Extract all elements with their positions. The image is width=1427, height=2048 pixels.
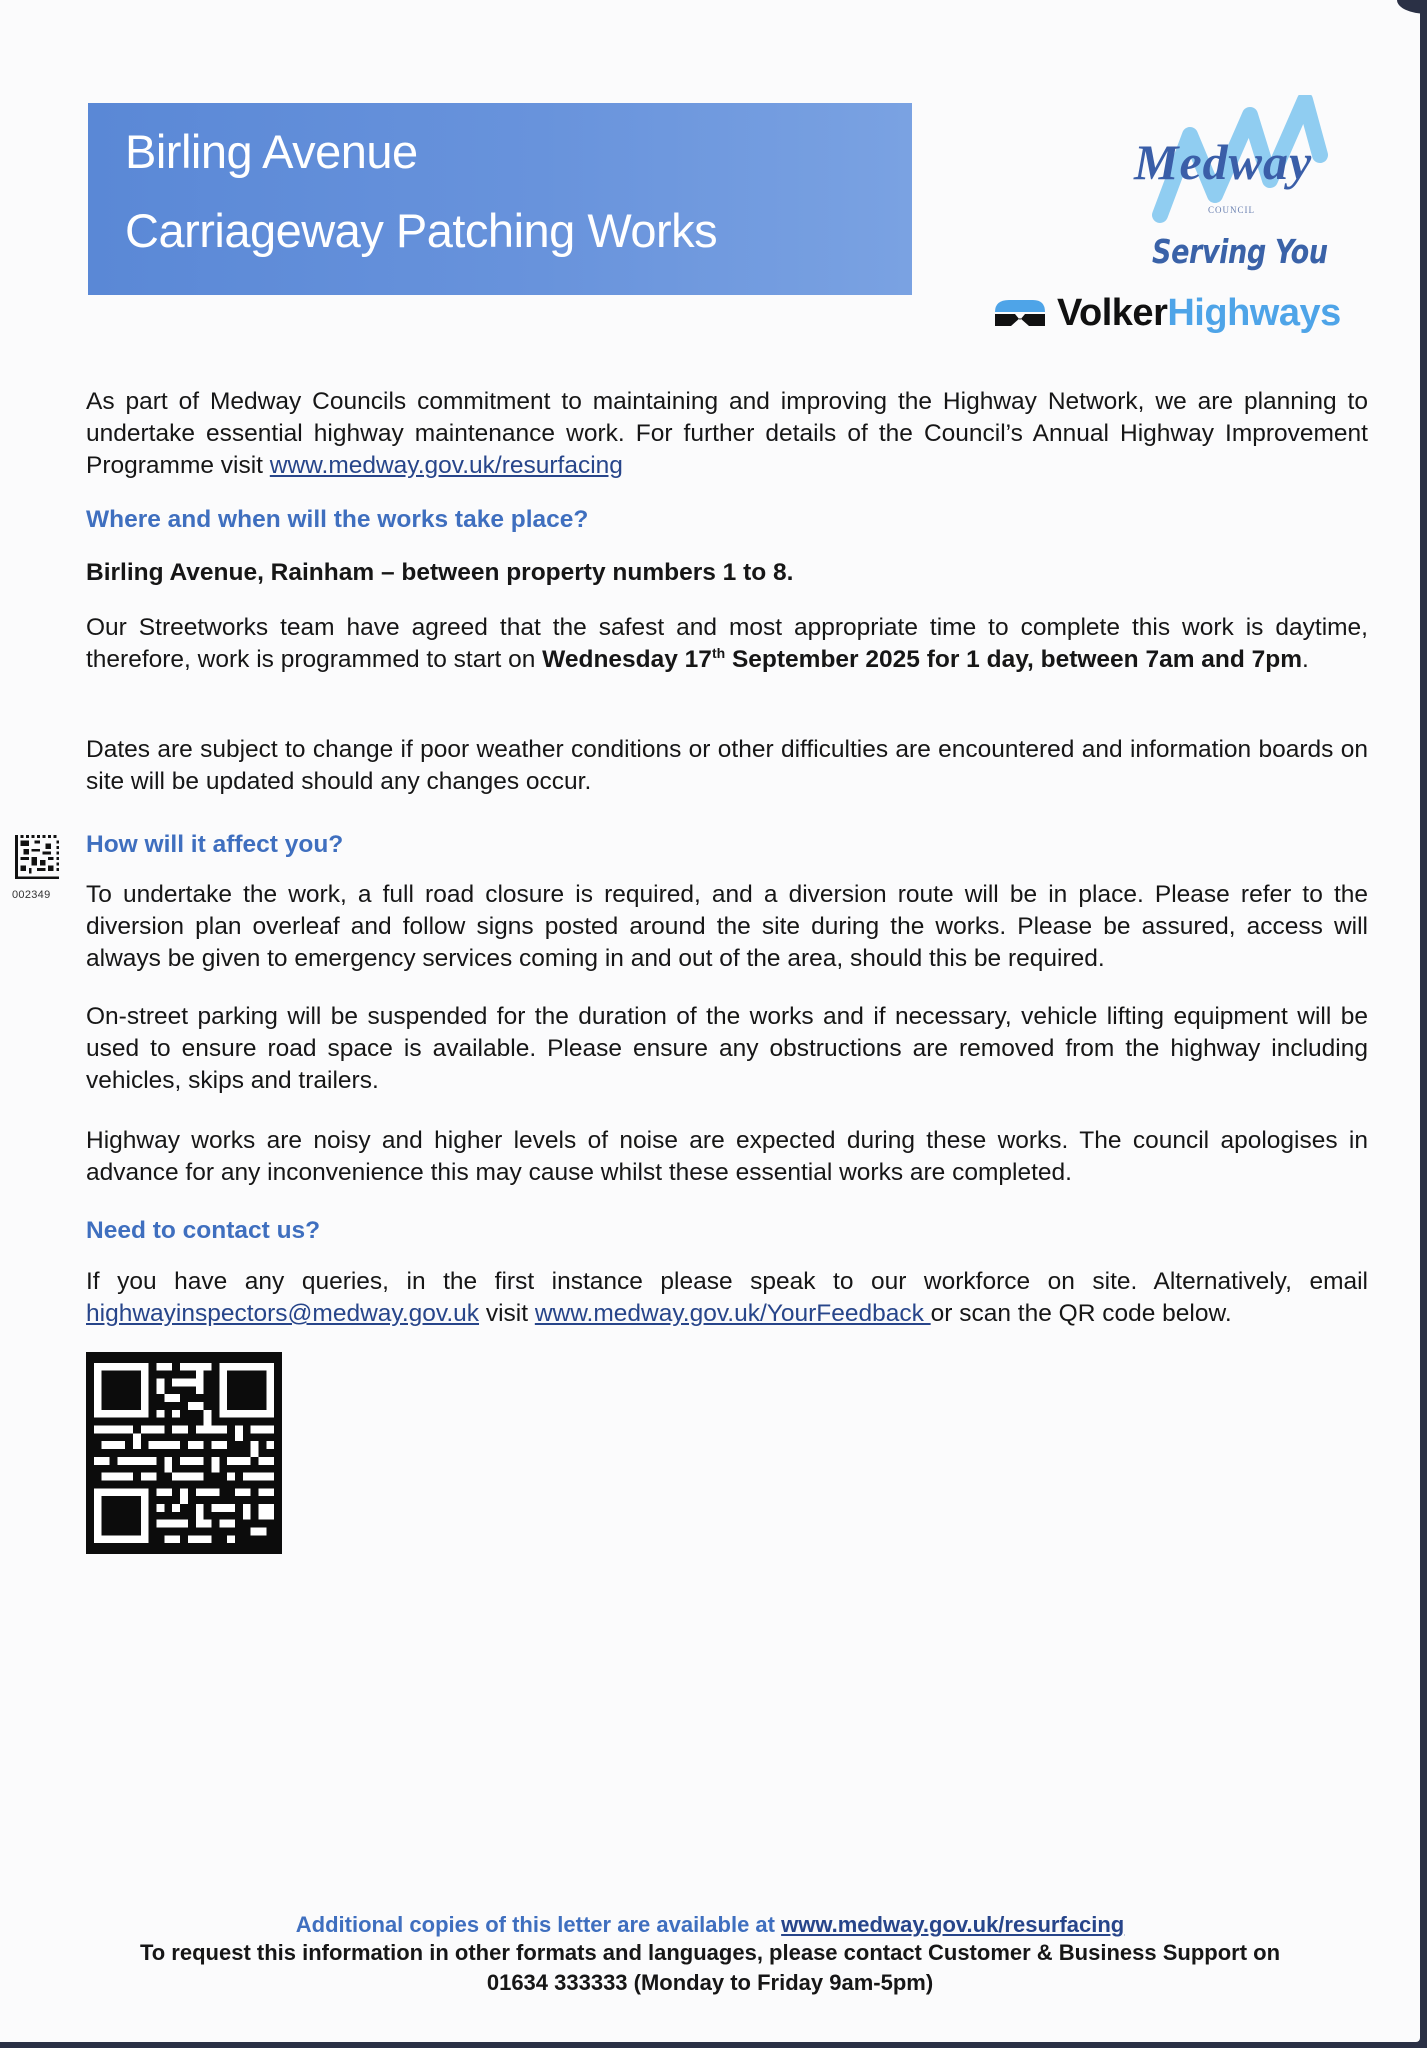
medway-council-logo	[1120, 95, 1380, 225]
contact-text: If you have any queries, in the first instance please speak to our workforce on site. Alternatively, email	[86, 1268, 1368, 1295]
footer-copies-text: Additional copies of this letter are available at	[295, 1912, 782, 1937]
schedule-duration: September 2025 for 1 day, between 7am and 7pm	[725, 646, 1303, 673]
footer-copies-line	[0, 1912, 1420, 1938]
date-suffix: th	[711, 644, 726, 661]
volker-highways-logo	[993, 291, 1341, 335]
title-line-2: Carriageway Patching Works	[125, 204, 718, 257]
email-link[interactable]: highwayinspectors@medway.gov.uk	[86, 1300, 480, 1327]
intro-text: As part of Medway Councils commitment to maintaining and improving the Highway Network, we are planning to undertake essential highway maintenance work. For further details of the Council’s Annual Highway Improvement Programme visit	[86, 388, 1368, 479]
schedule-paragraph	[86, 612, 1368, 676]
feedback-link[interactable]: www.medway.gov.uk/YourFeedback	[534, 1300, 931, 1327]
road-closure-paragraph: To undertake the work, a full road closure is required, and a diversion route will be in place. Please refer to the diversion plan overleaf and follow signs posted around the site during the works. Please be assured, access will always be given to emergency services coming in and out of the area, should this be required.	[86, 881, 1368, 972]
serving-you-tagline: Serving You	[1152, 232, 1328, 271]
medway-council-text: COUNCIL	[1208, 205, 1255, 215]
intro-paragraph	[86, 386, 1368, 482]
margin-reference-number: 002349	[12, 889, 51, 901]
resurfacing-link[interactable]: www.medway.gov.uk/resurfacing	[269, 452, 623, 479]
schedule-date: Wednesday 17	[542, 646, 712, 673]
qr-code-icon[interactable]	[86, 1352, 282, 1554]
contact-paragraph	[86, 1266, 1368, 1330]
noise-paragraph: Highway works are noisy and higher levels of noise are expected during these works. The council apologises in advance for any inconvenience this may cause whilst these essential works are completed.	[86, 1127, 1368, 1186]
volker-mark-icon	[993, 296, 1047, 330]
where-when-heading: Where and when will the works take place?	[86, 506, 589, 533]
schedule-end: .	[1302, 646, 1309, 673]
volker-text: Volker	[1057, 291, 1168, 334]
title-banner	[88, 103, 912, 295]
dates-subject-paragraph: Dates are subject to change if poor weather conditions or other difficulties are encountered and information boards on site will be updated should any changes occur.	[86, 736, 1368, 795]
parking-paragraph: On-street parking will be suspended for the duration of the works and if necessary, vehicle lifting equipment will be used to ensure road space is available. Please ensure any obstructions are removed from the highway including vehicles, skips and trailers.	[86, 1003, 1368, 1094]
footer-formats-line: To request this information in other formats and languages, please contact Customer & Business Support on	[139, 1940, 1281, 1965]
affect-heading: How will it affect you?	[86, 831, 344, 858]
contact-end-text: or scan the QR code below.	[930, 1300, 1232, 1327]
footer-resurfacing-link[interactable]: www.medway.gov.uk/resurfacing	[781, 1912, 1125, 1937]
contact-heading: Need to contact us?	[86, 1217, 321, 1244]
works-location: Birling Avenue, Rainham – between property numbers 1 to 8.	[86, 559, 794, 586]
datamatrix-code-icon	[15, 835, 59, 879]
medway-wordmark: Medway	[1134, 134, 1313, 190]
contact-visit-text: visit	[479, 1300, 535, 1327]
schedule-text: Our Streetworks team have agreed that the safest and most appropriate time to complete this work is daytime, therefore, work is programmed to start on	[86, 614, 1368, 673]
footer-phone-line: 01634 333333 (Monday to Friday 9am-5pm)	[486, 1970, 934, 1995]
highways-text: Highways	[1167, 291, 1341, 334]
title-line-1: Birling Avenue	[125, 125, 418, 178]
